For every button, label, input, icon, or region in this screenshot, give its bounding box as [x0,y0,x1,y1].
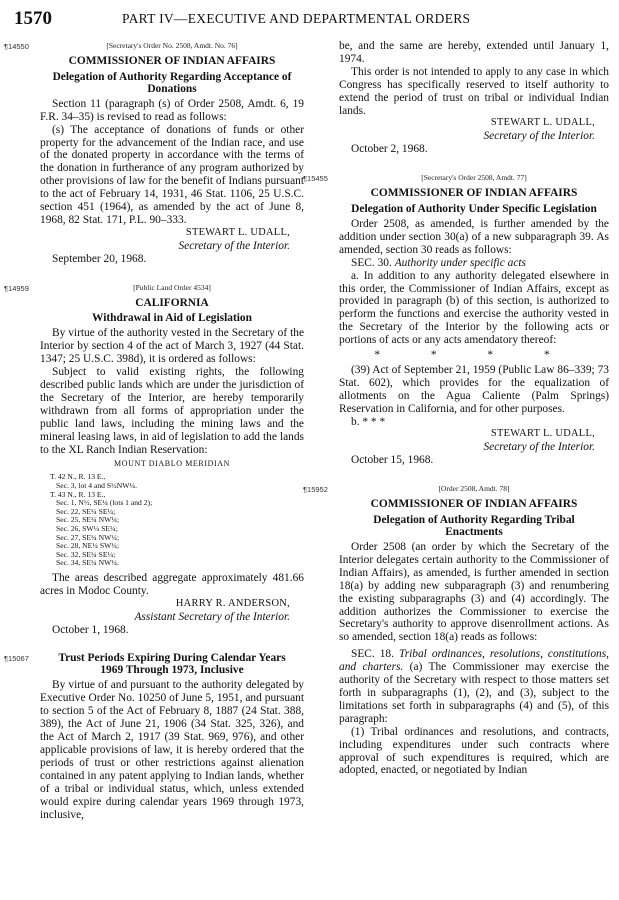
section-title: Authority under specific acts [394,256,526,269]
body-paragraph: This order is not intended to apply to any case in which Congress has specifically reserved to itself authority to extend the period of trust on tribal or individual Indian lands. [339,65,609,117]
land-line: Sec. 22, SE¼ SE¼; [56,506,116,516]
fr-number: ¶15952 [303,485,328,495]
order-trust-periods [4,652,304,821]
order-reference: [Secretary's Order No. 2508, Amdt. No. 76] [106,41,238,50]
agency-heading: COMMISSIONER OF INDIAN AFFAIRS [68,54,276,67]
subject-heading: Withdrawal in Aid of Legislation [92,312,252,325]
signer-title: Assistant Secretary of the Interior. [134,610,290,623]
subject-heading: Delegation of Authority Regarding Acceptance of Donations [52,70,292,95]
fr-number: ¶15455 [303,174,328,184]
signature-block [40,598,290,624]
fr-number: ¶14959 [4,283,29,293]
land-line: Sec. 25, SE¼ NW¼; [56,515,120,525]
agency-heading: CALIFORNIA [135,296,209,309]
section-label: SEC. 30. [351,256,392,269]
order-trust-periods-continued [339,40,609,156]
order-tribal-enactments [303,483,609,777]
land-line: Sec. 26, SW¼ SE¼; [56,523,118,533]
body-paragraph: be, and the same are hereby, extended until January 1, 1974. [339,40,609,65]
body-paragraph: (39) Act of September 21, 1959 (Public Law 86–339; 73 Stat. 602), which provides for the equalization of allotments on the Agua Caliente (Palm Springs) Reservation in California, and for other purposes. [339,363,609,415]
order-donations [4,40,304,266]
body-paragraph [339,648,609,725]
order-date: September 20, 1968. [52,252,147,265]
left-column [4,40,304,831]
signer-name: STEWART L. UDALL, [490,117,595,129]
order-date: October 1, 1968. [52,623,129,636]
body-paragraph: Order 2508, as amended, is further amended by the addition under section 30(a) of a new subparagraph 39. As amended, section 30 reads as follows: [339,217,609,256]
order-specific-legislation [303,172,609,467]
body-paragraph: b. * * * [351,415,386,428]
running-head: PART IV—EXECUTIVE AND DEPARTMENTAL ORDERS [122,11,471,26]
subject-heading: Delegation of Authority Regarding Tribal Enactments [373,514,575,538]
land-description [50,473,304,568]
right-column [303,40,609,787]
signature-block [40,227,290,253]
fr-number: ¶15067 [4,654,29,664]
subject-heading: Trust Periods Expiring During Calendar Years 1969 Through 1973, Inclusive [58,652,286,677]
section-label: SEC. 18. [351,648,394,661]
land-line: Sec. 27, SE¼ NW¼; [56,532,120,542]
body-paragraph: By virtue of and pursuant to the authority delegated by Executive Order No. 10250 of June 5, 1951, and pursuant to section 5 of the Act of February 8, 1887 (24 Stat. 388, 389), the Act of June 21, 1906 (34 Stat. 325, 326), and the Act of March 2, 1917 (39 Stat. 969, 976), and other applicable provisions of law, it is hereby ordered that the periods of trust or other restrictions against alienation contained in any patent applying to Indian lands, whether of a tribal or individual status, which, unless extended would expire during calendar years 1969 through 1973, inclusive, [40,679,304,821]
signature-block [339,117,595,143]
section-title: Tribal ordinances, resolutions, constitutions, and charters. [339,648,609,674]
section-heading [339,257,609,270]
meridian-heading: MOUNT DIABLO MERIDIAN [113,459,230,469]
order-reference: [Public Land Order 4534] [133,282,211,292]
agency-heading: COMMISSIONER OF INDIAN AFFAIRS [370,498,578,511]
signer-name: HARRY R. ANDERSON, [175,597,290,609]
order-california-withdrawal [4,282,304,637]
body-paragraph: The areas described aggregate approximately 481.66 acres in Modoc County. [40,571,304,597]
land-line: Sec. 28, NE¼ SW¼; [56,541,120,551]
page-number: 1570 [14,8,52,29]
body-paragraph: Order 2508 (an order by which the Secretary of the Interior delegates certain authority to the Commissioner of Indian Affairs), as amended, is further amended in section 18(a) by adding new subparagraph (3) and renumbering the existing subparagraphs (3) and (4) accordingly. The addition authorizes the Commissioner to exercise the Secretary's authority to approve disenrollment actions. As so amended, section 18(a) reads as follows: [339,541,609,644]
land-line: Sec. 3, lot 4 and S½NW¼. [56,480,137,490]
agency-heading: COMMISSIONER OF INDIAN AFFAIRS [370,187,578,200]
signer-title: Secretary of the Interior. [483,441,595,454]
subject-heading: Delegation of Authority Under Specific Legislation [351,202,597,215]
order-reference: [Order 2508, Amdt. 78] [438,484,510,494]
body-paragraph: a. In addition to any authority delegated elsewhere in this order, the Commissioner of Indian Affairs, except as provided in paragraph (b) of this section, is authorized to perform the functions and exercise the authority vested in the Secretary of the Interior by the following acts or portions of acts or any acts amendatory thereof: [339,269,609,347]
signature-block [339,428,595,454]
land-line: T. 42 N., R. 13 E., [50,472,106,482]
body-paragraph: Section 11 (paragraph (s) of Order 2508, Amdt. 6, 19 F.R. 34–35) is revised to read as follows: [40,97,304,123]
fr-number: ¶14550 [4,42,29,51]
land-line: Sec. 1, N½, SE¼ (lots 1 and 2); [56,498,153,508]
signer-title: Secretary of the Interior. [178,239,290,252]
land-line: T. 43 N., R. 13 E., [50,489,106,499]
signer-title: Secretary of the Interior. [483,130,595,143]
ellipsis-stars: * * * * [374,349,574,362]
body-paragraph: Subject to valid existing rights, the following described public lands which are under the jurisdiction of the Secretary of the Interior, are hereby temporarily withdrawn from all forms of appropriation under the public land laws, including the mining laws and the mineral leasing laws, in aid of legislation to add the lands to the XL Ranch Indian Reservation: [40,366,304,456]
body-paragraph: By virtue of the authority vested in the Secretary of the Interior by section 4 of the act of March 3, 1927 (44 Stat. 1347; 25 U.S.C. 398d), it is ordered as follows: [40,327,304,366]
land-line: Sec. 34, SE¼ NW¼. [56,558,119,568]
page-header [14,8,609,32]
order-reference: [Secretary's Order 2508, Amdt. 77] [421,173,527,183]
order-date: October 2, 1968. [351,143,428,156]
signer-name: STEWART L. UDALL, [185,226,290,238]
section-text: (a) The Commissioner may exercise the authority of the Secretary with respect to those matters set forth in subparagraphs (1), (2), and (3), subject to the limitations set forth in subparagraphs (4) and (5), of this paragraph: [339,661,609,725]
order-date: October 15, 1968. [351,454,434,467]
body-paragraph: (1) Tribal ordinances and resolutions, and contracts, including expenditures under such contracts where approval of such expenditures is required, which are adopted, enacted, or negotiated by Indian [339,725,609,777]
body-paragraph: (s) The acceptance of donations of funds or other property for the advancement of the Indian race, and use of the donated property in accordance with the terms of the donation in furtherance of any program authorized by other provisions of law for the benefit of Indians pursuant to the act of February 14, 1931, 46 Stat. 1106, 25 U.S.C. section 451 (1964), as amended by the act of June 8, 1968, 82 Stat. 171, P.L. 90–333. [40,123,304,226]
signer-name: STEWART L. UDALL, [490,428,595,440]
land-line: Sec. 32, SE¼ SE¼; [56,549,116,559]
